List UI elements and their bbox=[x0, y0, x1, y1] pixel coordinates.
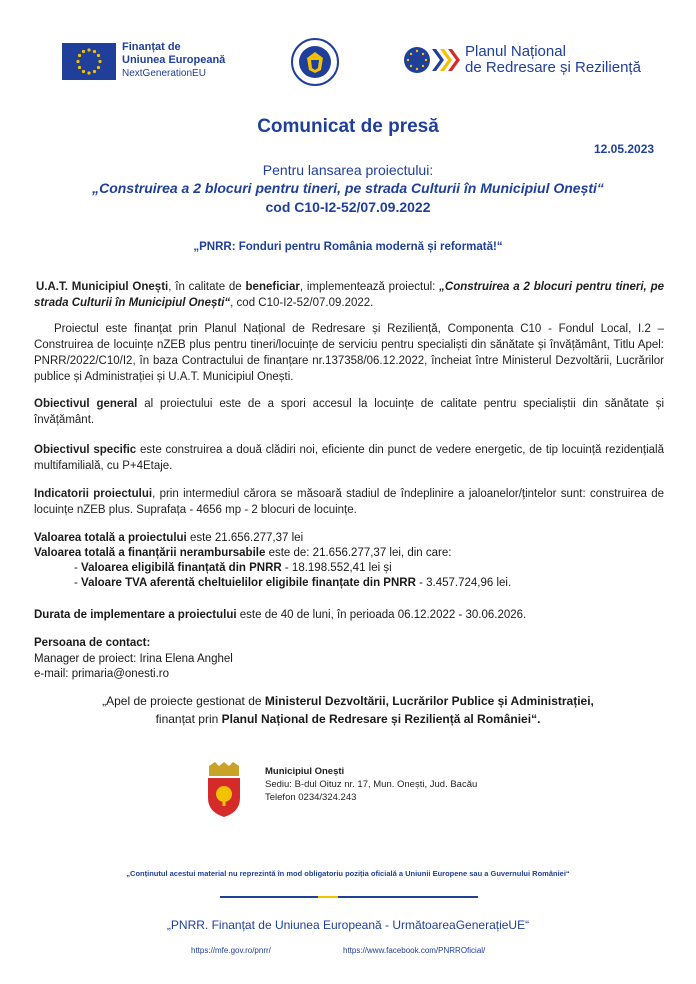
contact-block bbox=[34, 636, 434, 683]
beneficiary-word: beneficiar bbox=[245, 281, 300, 293]
ministry-name: Ministerul Dezvoltării, Lucrărilor Publice și Administrației, bbox=[264, 694, 594, 708]
vat-value-label: Valoare TVA aferentă cheltuielilor eligibile finanțate din PNRR bbox=[81, 577, 416, 589]
funding-paragraph: Proiectul este finanțat prin Planul Național de Redresare și Reziliență, Componenta C10 - Fondul Local, I.2 – Construirea de locuințe nZEB plus pentru tineri/locuințe de serviciu pentru specialiști din sănătate și învățământ, Titlu Apel: PNRR/2022/C10/I2, în baza Contractului de finanțare nr.137358/06.12.2022, încheiat între Ministerul Dezvoltării, Lucrărilor publice și Administrației și U.A.T. Municipiul Onești. bbox=[34, 323, 664, 383]
footer-slogan: „PNRR. Finanțat de Uniunea Europeană - UrmătoareaGenerațieUE“ bbox=[166, 918, 530, 932]
eu-line1: Finanțat de bbox=[122, 41, 181, 53]
contact-manager: Manager de proiect: Irina Elena Anghel bbox=[34, 652, 233, 665]
specific-objective-paragraph bbox=[34, 442, 664, 474]
duration-text: este de 40 de luni, în perioada 06.12.2022 - 30.06.2026. bbox=[236, 609, 527, 621]
call-text2: finanțat prin bbox=[155, 712, 222, 726]
intro-paragraph bbox=[34, 279, 664, 311]
eligible-value-label: Valoarea eligibilă finanțată din PNRR bbox=[81, 562, 282, 574]
grant-value-text: este de: 21.656.277,37 lei, din care: bbox=[265, 547, 452, 559]
indicators-paragraph bbox=[34, 486, 664, 518]
general-objective-label: Obiectivul general bbox=[34, 398, 138, 410]
government-seal-icon bbox=[291, 38, 339, 86]
general-objective-paragraph bbox=[34, 396, 664, 428]
page-title: Comunicat de presă bbox=[257, 116, 439, 137]
divider-blue-2 bbox=[338, 896, 478, 898]
municipality-name: Municipiul Onești bbox=[265, 766, 345, 777]
beneficiary-name: U.A.T. Municipiul Onești bbox=[36, 281, 169, 293]
vat-value-text: - 3.457.724,96 lei. bbox=[415, 577, 512, 589]
eu-funding-label bbox=[122, 41, 225, 80]
municipality-crest-icon bbox=[205, 762, 243, 818]
intro-text1: , în calitate de bbox=[168, 281, 246, 293]
municipality-phone: Telefon 0234/324.243 bbox=[265, 792, 357, 803]
intro-text3: , cod C10-I2-52/07.09.2022. bbox=[230, 297, 374, 309]
project-title: „Construirea a 2 blocuri pentru tineri, pe strada Culturii în Municipiul Onești“ bbox=[92, 180, 604, 196]
total-value-label: Valoarea totală a proiectului bbox=[34, 532, 187, 544]
call-text1: „Apel de proiecte gestionat de bbox=[102, 694, 265, 708]
vat-value-line: - Valoare TVA aferentă cheltuielilor eligibile finanțate din PNRR - 3.457.724,96 lei. bbox=[74, 577, 512, 589]
contact-email: e-mail: primaria@onesti.ro bbox=[34, 668, 170, 680]
grant-value-label: Valoarea totală a finanțării nerambursabile bbox=[34, 547, 266, 559]
eligible-value-line: - Valoarea eligibilă finanțată din PNRR - 18.198.552,41 lei și bbox=[74, 562, 392, 574]
divider-yellow bbox=[318, 896, 338, 898]
call-statement bbox=[0, 692, 696, 728]
project-name-inline: „Construirea a 2 blocuri pentru tineri, pe strada Culturii în Municipiul Onești“ bbox=[34, 281, 664, 309]
specific-objective-label: Obiectivul specific bbox=[34, 444, 137, 456]
municipality-info bbox=[265, 765, 477, 804]
call-text3: “. bbox=[531, 712, 541, 726]
pnrr-logo-icon bbox=[402, 45, 462, 75]
divider-blue bbox=[220, 896, 318, 898]
eu-line2: Uniunea Europeană bbox=[122, 54, 226, 66]
pnrr-line2: de Redresare și Reziliență bbox=[465, 59, 641, 76]
call-line1 bbox=[0, 692, 696, 710]
facebook-link[interactable]: https://www.facebook.com/PNRROficial/ bbox=[343, 946, 486, 955]
grant-value-line bbox=[34, 546, 664, 561]
specific-objective-text: este construirea a două clădiri noi, eficiente din punct de vedere energetic, de tip locuință rezidențială multifamilială, cu P+4Etaje. bbox=[34, 444, 664, 472]
pnrr-slogan: „PNRR: Fonduri pentru România modernă și reformată!“ bbox=[193, 241, 503, 253]
pnrr-full-name: Planul Național de Redresare și Reziliență al României bbox=[221, 712, 532, 726]
pnrr-line1: Planul Național bbox=[465, 43, 566, 60]
project-code: cod C10-I2-52/07.09.2022 bbox=[265, 199, 431, 215]
eu-flag-icon bbox=[62, 43, 116, 80]
duration-line bbox=[34, 608, 664, 623]
total-value-line bbox=[34, 531, 664, 546]
total-value-text: este 21.656.277,37 lei bbox=[186, 532, 304, 544]
press-date: 12.05.2023 bbox=[594, 142, 655, 156]
disclaimer: „Conținutul acestui material nu reprezintă în mod obligatoriu poziția oficială a Uniunii Europene sau a Guvernului României“ bbox=[126, 869, 570, 878]
call-line2 bbox=[0, 710, 696, 728]
eligible-value-text: - 18.198.552,41 lei și bbox=[281, 562, 392, 574]
eu-stars-icon bbox=[62, 43, 116, 80]
duration-label: Durata de implementare a proiectului bbox=[34, 609, 237, 621]
mfe-link[interactable]: https://mfe.gov.ro/pnrr/ bbox=[191, 946, 271, 955]
contact-heading: Persoana de contact: bbox=[34, 637, 151, 649]
values-block bbox=[34, 531, 664, 591]
intro-text2: , implementează proiectul: bbox=[299, 281, 440, 293]
indicators-text: , prin intermediul cărora se măsoară stadiul de îndeplinire a jaloanelor/țintelor sunt: construirea de locuințe nZEB plus. Suprafața - 4656 mp - 2 blocuri de locuințe. bbox=[34, 488, 664, 516]
subtitle-line1: Pentru lansarea proiectului: bbox=[262, 162, 434, 178]
pnrr-label bbox=[465, 44, 641, 76]
eu-line3: NextGenerationEU bbox=[122, 68, 206, 79]
indicators-label: Indicatorii proiectului bbox=[34, 488, 153, 500]
municipality-address: Sediu: B-dul Oituz nr. 17, Mun. Onești, Jud. Bacău bbox=[265, 779, 478, 790]
general-objective-text: al proiectului este de a spori accesul la locuințe de calitate pentru specialiștii din sănătate și învățământ. bbox=[34, 398, 665, 426]
